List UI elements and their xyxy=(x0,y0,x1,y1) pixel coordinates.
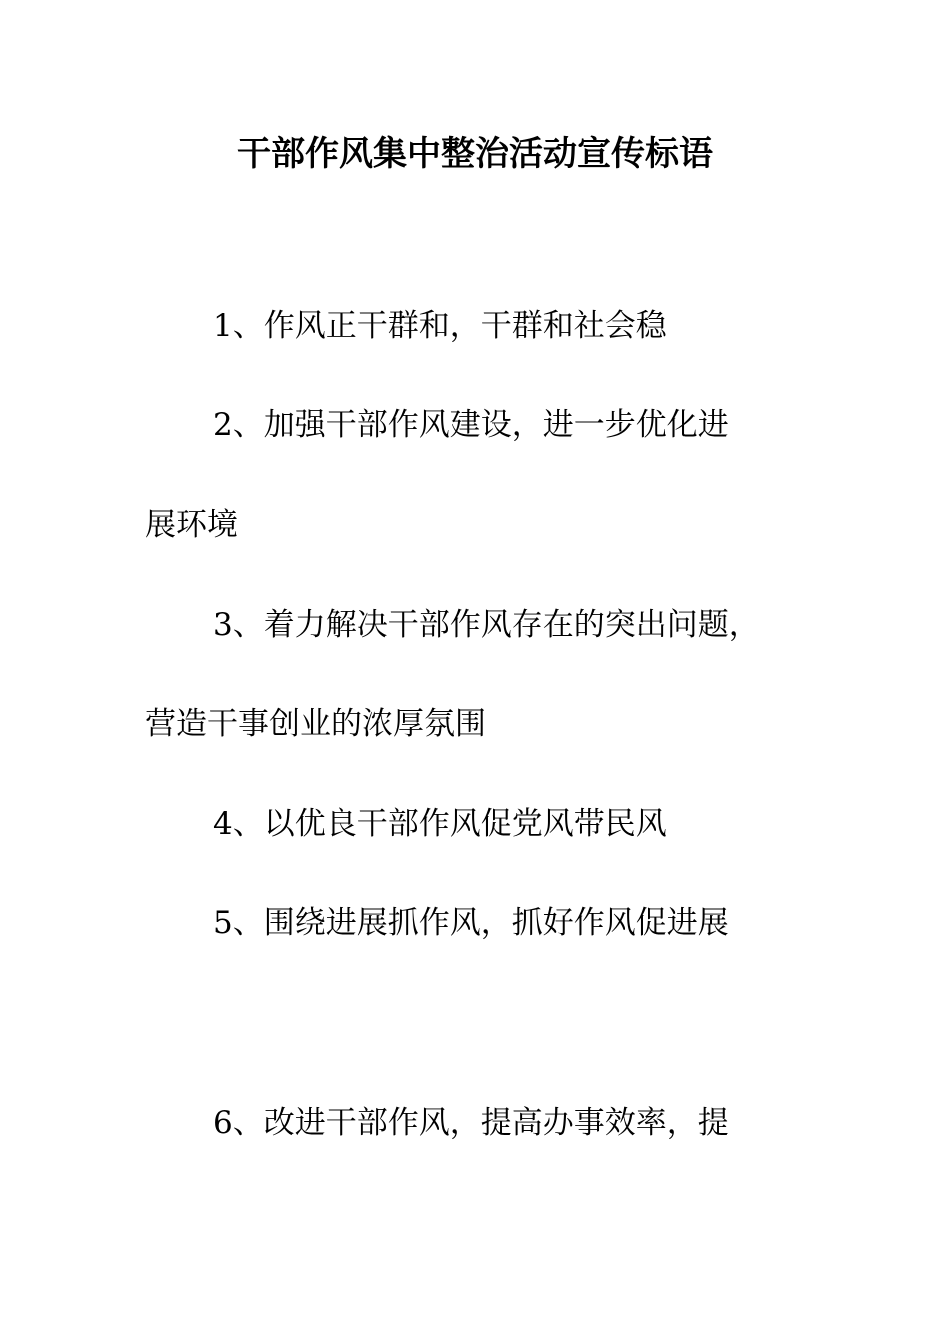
slogan-2-line-1: 2、加强干部作风建设，进一步优化进 xyxy=(213,407,729,443)
slogan-3-line-1: 3、着力解决干部作风存在的突出问题， xyxy=(213,607,760,643)
slogan-4-line-1: 4、以优良干部作风促党风带民风 xyxy=(213,806,667,842)
document-title: 干部作风集中整治活动宣传标语 xyxy=(237,134,713,174)
slogan-2-line-2: 展环境 xyxy=(145,507,238,543)
slogan-3-line-2: 营造干事创业的浓厚氛围 xyxy=(145,706,486,742)
slogan-5-line-1: 5、围绕进展抓作风，抓好作风促进展 xyxy=(213,905,729,941)
slogan-6-line-1: 6、改进干部作风，提高办事效率，提 xyxy=(213,1105,729,1141)
slogan-1-line-1: 1、作风正干群和，干群和社会稳 xyxy=(213,308,667,344)
